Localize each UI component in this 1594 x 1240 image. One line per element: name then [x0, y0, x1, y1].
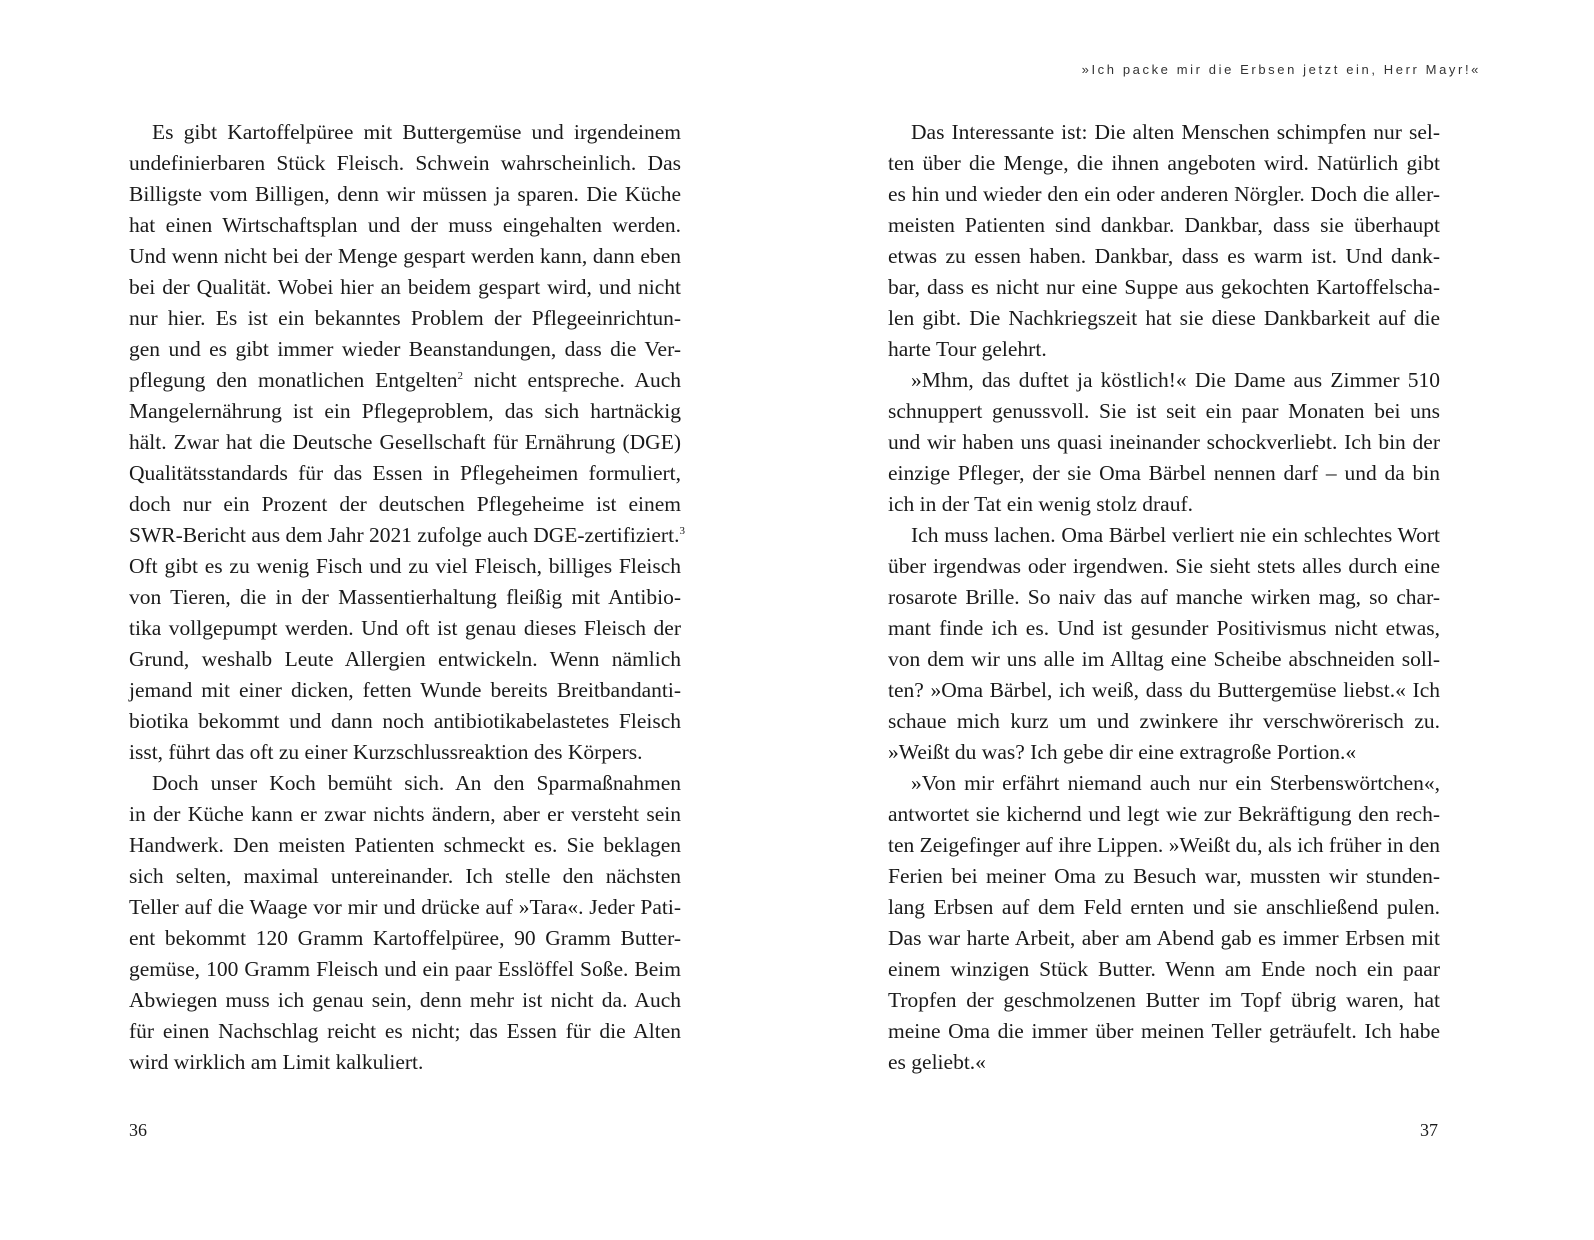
- paragraph: [129, 117, 685, 768]
- text-line: Tropfen der geschmolzenen Butter im Topf übrig waren, hat: [888, 988, 1440, 1012]
- text-line: »Mhm, das duftet ja köstlich!« Die Dame aus Zimmer 510: [911, 368, 1440, 392]
- text-line: Handwerk. Den meisten Patienten schmeckt es. Sie beklagen: [129, 833, 681, 857]
- text-line: Ferien bei meiner Oma zu Besuch war, mussten wir stunden-: [888, 864, 1440, 888]
- paragraph: [888, 117, 1440, 365]
- text-line: und wir haben uns quasi ineinander schockverliebt. Ich bin der: [888, 430, 1440, 454]
- text-line: von Tieren, die in der Massentierhaltung fleißig mit Antibio-: [129, 585, 681, 609]
- text-line: Doch unser Koch bemüht sich. An den Sparmaßnahmen: [152, 771, 681, 795]
- text-line: schaue mich kurz um und zwinkere ihr verschwörerisch zu.: [888, 709, 1440, 733]
- text-line: in der Küche kann er zwar nichts ändern, aber er versteht sein: [129, 802, 681, 826]
- text-line: Das war harte Arbeit, aber am Abend gab es immer Erbsen mit: [888, 926, 1440, 950]
- text-line: Es gibt Kartoffelpüree mit Buttergemüse und irgendeinem: [152, 120, 681, 144]
- text-line: ich in der Tat ein wenig stolz drauf.: [888, 492, 1193, 516]
- text-line: bar, dass es nicht nur eine Suppe aus gekochten Kartoffelscha-: [888, 275, 1440, 299]
- text-line: tika vollgepumpt werden. Und oft ist genau dieses Fleisch der: [129, 616, 681, 640]
- text-line: antwortet sie kichernd und legt wie zur Bekräftigung den rech-: [888, 802, 1440, 826]
- text-line: sich selten, maximal untereinander. Ich stelle den nächsten: [129, 864, 681, 888]
- text-line: schnuppert genussvoll. Sie ist seit ein paar Monaten bei uns: [888, 399, 1440, 423]
- text-line: Ich muss lachen. Oma Bärbel verliert nie ein schlechtes Wort: [911, 523, 1440, 547]
- text-line: harte Tour gelehrt.: [888, 337, 1047, 361]
- text-line: len gibt. Die Nachkriegszeit hat sie diese Dankbarkeit auf die: [888, 306, 1440, 330]
- text-line: es geliebt.«: [888, 1050, 986, 1074]
- text-line: lang Erbsen auf dem Feld ernten und sie anschließend pulen.: [888, 895, 1440, 919]
- paragraph: [888, 520, 1440, 768]
- footnote-marker: 2: [457, 370, 463, 382]
- text-line: ten Zeigefinger auf ihre Lippen. »Weißt du, als ich früher in den: [888, 833, 1440, 857]
- text-line: Das Interessante ist: Die alten Menschen schimpfen nur sel-: [911, 120, 1440, 144]
- text-line: ten über die Menge, die ihnen angeboten wird. Natürlich gibt: [888, 151, 1440, 175]
- text-line: einzige Pfleger, der sie Oma Bärbel nennen darf – und da bin: [888, 461, 1440, 485]
- text-line: Abwiegen muss ich genau sein, denn mehr ist nicht da. Auch: [129, 988, 681, 1012]
- text-line: hält. Zwar hat die Deutsche Gesellschaft für Ernährung (DGE): [129, 430, 681, 454]
- text-line: undefinierbaren Stück Fleisch. Schwein wahrscheinlich. Das: [129, 151, 681, 175]
- text-line: [129, 520, 685, 551]
- text-line: Teller auf die Waage vor mir und drücke auf »Tara«. Jeder Pati-: [129, 895, 681, 919]
- text-line: Mangelernährung ist ein Pflegeproblem, das sich hartnäckig: [129, 399, 681, 423]
- text-line: Billigste vom Billigen, denn wir müssen ja sparen. Die Küche: [129, 182, 681, 206]
- text-line: bei der Qualität. Wobei hier an beidem gespart wird, und nicht: [129, 275, 681, 299]
- text-line: einem winzigen Stück Butter. Wenn am Ende noch ein paar: [888, 957, 1440, 981]
- text-line: gen und es gibt immer wieder Beanstandungen, dass die Ver-: [129, 337, 681, 361]
- right-page: [797, 0, 1594, 1240]
- text-line: ten? »Oma Bärbel, ich weiß, dass du Buttergemüse liebst.« Ich: [888, 678, 1440, 702]
- text-line: »Von mir erfährt niemand auch nur ein Sterbenswörtchen«,: [911, 771, 1440, 795]
- text-line: gemüse, 100 Gramm Fleisch und ein paar Esslöffel Soße. Beim: [129, 957, 681, 981]
- text-line: für einen Nachschlag reicht es nicht; das Essen für die Alten: [129, 1019, 681, 1043]
- text-line: »Weißt du was? Ich gebe dir eine extragroße Portion.«: [888, 740, 1357, 764]
- text-line: über irgendwas oder irgendwen. Sie sieht stets alles durch eine: [888, 554, 1440, 578]
- text-line: hat einen Wirtschaftsplan und der muss eingehalten werden.: [129, 213, 681, 237]
- text-segment: nicht entspreche. Auch: [462, 368, 681, 392]
- left-body-text: [129, 117, 685, 1078]
- text-line: ent bekommt 120 Gramm Kartoffelpüree, 90 Gramm Butter-: [129, 926, 681, 950]
- text-line: wird wirklich am Limit kalkuliert.: [129, 1050, 424, 1074]
- text-segment: pflegung den monatlichen Entgelten: [129, 368, 458, 392]
- paragraph: [888, 365, 1440, 520]
- text-line: mant finde ich es. Und ist gesunder Positivismus nicht etwas,: [888, 616, 1440, 640]
- text-line: nur hier. Es ist ein bekanntes Problem der Pflegeeinrichtun-: [129, 306, 681, 330]
- footnote-marker: 3: [679, 525, 685, 537]
- text-line: etwas zu essen haben. Dankbar, dass es warm ist. Und dank-: [888, 244, 1440, 268]
- text-line: Qualitätsstandards für das Essen in Pflegeheimen formuliert,: [129, 461, 681, 485]
- text-segment: SWR-Bericht aus dem Jahr 2021 zufolge auch DGE-zertifiziert.: [129, 523, 680, 547]
- text-line: von dem wir uns alle im Alltag eine Scheibe abschneiden soll-: [888, 647, 1440, 671]
- text-line: doch nur ein Prozent der deutschen Pflegeheime ist einem: [129, 492, 681, 516]
- text-line: meisten Patienten sind dankbar. Dankbar, dass sie überhaupt: [888, 213, 1440, 237]
- text-line: es hin und wieder den ein oder anderen Nörgler. Doch die aller-: [888, 182, 1440, 206]
- text-line: Grund, weshalb Leute Allergien entwickeln. Wenn nämlich: [129, 647, 681, 671]
- text-line: isst, führt das oft zu einer Kurzschlussreaktion des Körpers.: [129, 740, 643, 764]
- paragraph: [888, 768, 1440, 1078]
- text-line: rosarote Brille. So naiv das auf manche wirken mag, so char-: [888, 585, 1440, 609]
- page-number: 37: [1420, 1120, 1438, 1140]
- paragraph: [129, 768, 681, 1078]
- page-number: 36: [129, 1120, 147, 1140]
- text-line: [129, 365, 681, 396]
- running-head: »Ich packe mir die Erbsen jetzt ein, Herr Mayr!«: [1081, 62, 1481, 77]
- text-line: Oft gibt es zu wenig Fisch und zu viel Fleisch, billiges Fleisch: [129, 554, 681, 578]
- text-line: jemand mit einer dicken, fetten Wunde bereits Breitbandanti-: [129, 678, 681, 702]
- right-body-text: [888, 117, 1440, 1078]
- text-line: biotika bekommt und dann noch antibiotikabelastetes Fleisch: [129, 709, 681, 733]
- text-line: Und wenn nicht bei der Menge gespart werden kann, dann eben: [129, 244, 681, 268]
- text-line: meine Oma die immer über meinen Teller geträufelt. Ich habe: [888, 1019, 1440, 1043]
